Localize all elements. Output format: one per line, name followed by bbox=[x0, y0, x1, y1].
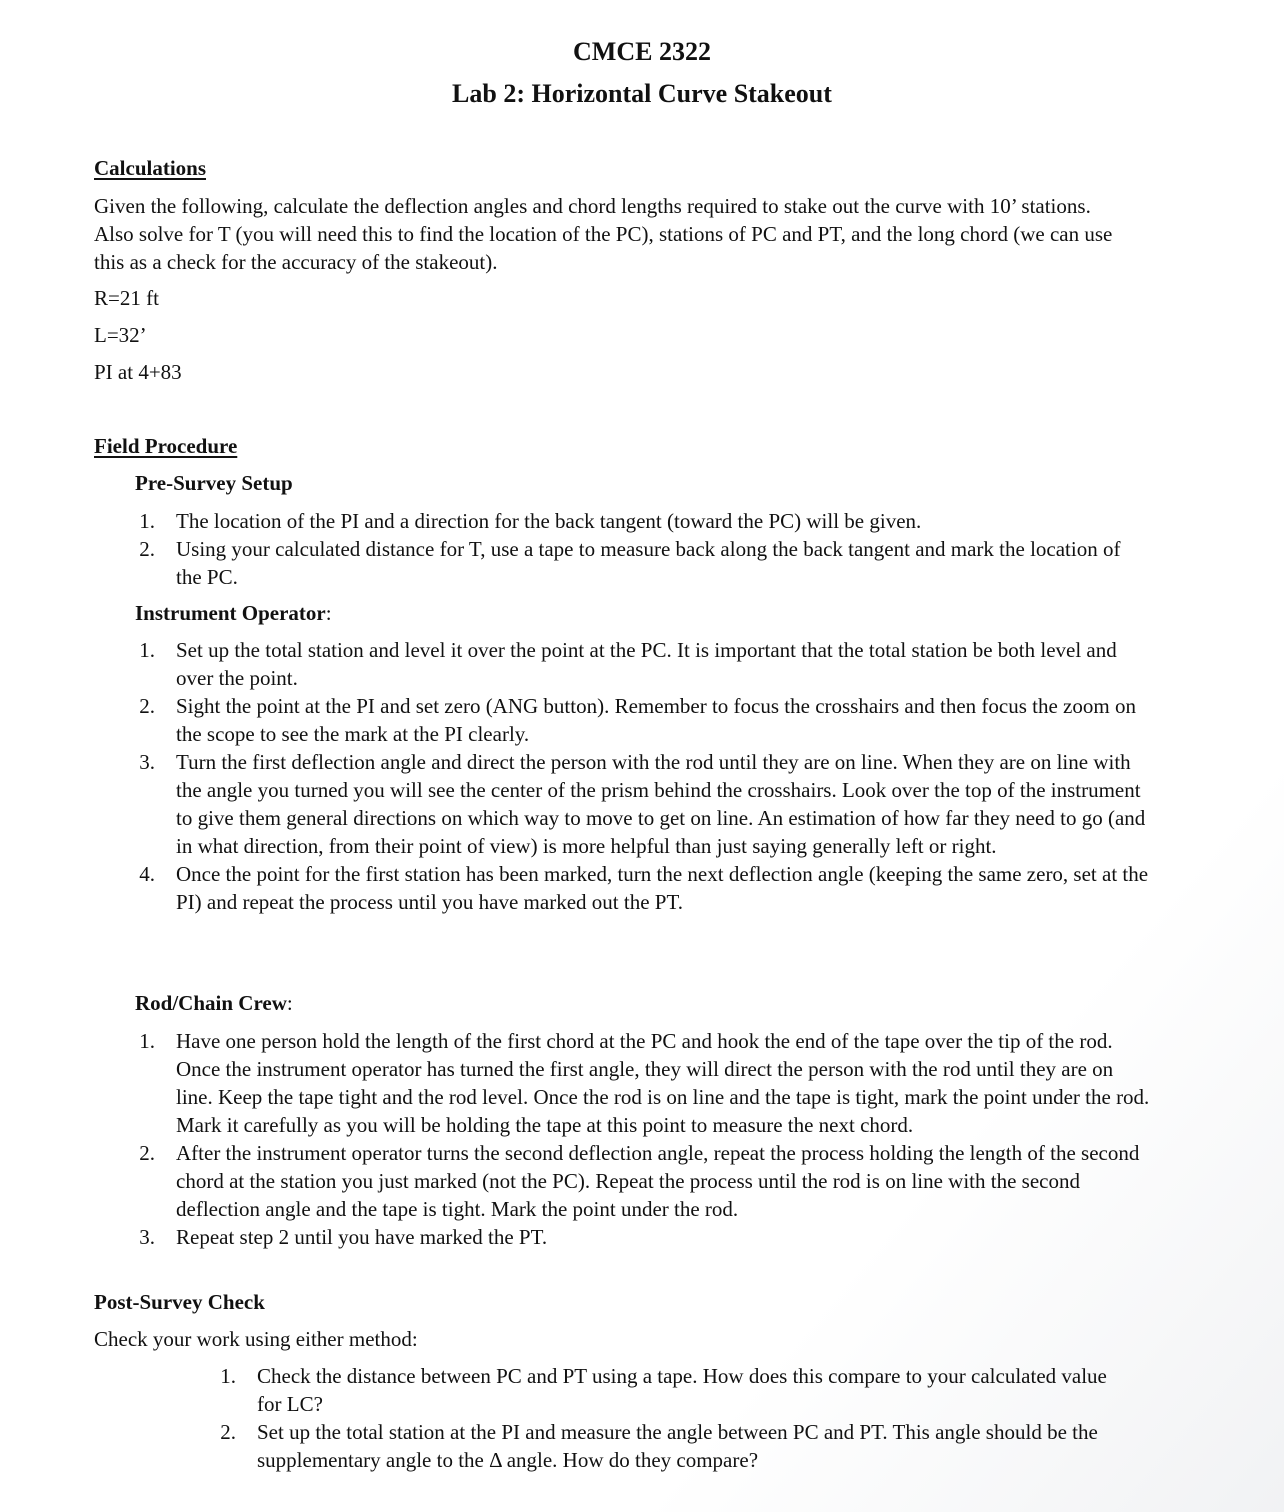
rod-chain-crew-heading-row bbox=[135, 989, 293, 1017]
step-text: Turn the first deflection angle and direct the person with the rod until they are on line. When they are on line with the angle you turned you will see the center of the prism behind the crosshairs. Look over the top of the instrument to give them general directions on which way to move to get on line. An estimation of how far they need to go (and in what direction, from their point of view) is more helpful than just saying generally left or right. bbox=[176, 750, 1146, 858]
step-text: Once the point for the first station has been marked, turn the next deflection angle (keeping the same zero, set at the PI) and repeat the process until you have marked out the PT. bbox=[176, 862, 1149, 914]
list-item bbox=[135, 1223, 1155, 1251]
pre-survey-steps bbox=[135, 507, 1135, 591]
heading-colon: : bbox=[325, 601, 332, 625]
list-item bbox=[135, 692, 1155, 748]
step-text: Check the distance between PC and PT using a tape. How does this compare to your calculated value for LC? bbox=[257, 1364, 1107, 1416]
pre-survey-heading: Pre-Survey Setup bbox=[135, 471, 293, 495]
step-number: 1. bbox=[139, 638, 155, 662]
instrument-operator-heading: Instrument Operator bbox=[135, 601, 326, 625]
step-text: Have one person hold the length of the first chord at the PC and hook the end of the tape over the tip of the rod. Once the instrument operator has turned the first angle, they will direct the person with the rod until they are on line. Keep the tape tight and the rod level. Once the rod is on line and the tape is tight, mark the point under the rod. Mark it carefully as you will be holding the tape at this point to measure the next chord. bbox=[176, 1029, 1150, 1137]
step-text: Set up the total station at the PI and measure the angle between PC and PT. This angle should be the supplementary angle to the Δ angle. How do they compare? bbox=[257, 1420, 1098, 1472]
given-pi-station: PI at 4+83 bbox=[94, 360, 182, 384]
instrument-operator-heading-row bbox=[135, 599, 332, 627]
rod-chain-crew-heading: Rod/Chain Crew bbox=[135, 991, 287, 1015]
lab-title: Lab 2: Horizontal Curve Stakeout bbox=[452, 79, 832, 108]
list-item bbox=[135, 860, 1155, 916]
step-number: 2. bbox=[139, 694, 155, 718]
step-number: 3. bbox=[139, 750, 155, 774]
step-number: 3. bbox=[139, 1225, 155, 1249]
list-item bbox=[135, 1139, 1155, 1223]
course-title: CMCE 2322 bbox=[573, 37, 711, 66]
post-survey-intro: Check your work using either method: bbox=[94, 1327, 418, 1351]
calculations-intro: Given the following, calculate the deflection angles and chord lengths required to stake out the curve with 10’ stations. Also solve for T (you will need this to find the location of the PC), stations of PC and PT, and the long chord (we can use this as a check for the accuracy of the stakeout). bbox=[94, 194, 1113, 274]
list-item bbox=[216, 1362, 1136, 1418]
list-item bbox=[216, 1418, 1136, 1474]
list-item bbox=[135, 535, 1135, 591]
list-item bbox=[135, 1027, 1155, 1139]
step-number: 1. bbox=[139, 1029, 155, 1053]
step-text: Sight the point at the PI and set zero (ANG button). Remember to focus the crosshairs and then focus the zoom on the scope to see the mark at the PI clearly. bbox=[176, 694, 1136, 746]
given-length: L=32’ bbox=[94, 323, 147, 347]
step-number: 2. bbox=[139, 537, 155, 561]
step-number: 1. bbox=[139, 509, 155, 533]
step-number: 1. bbox=[220, 1364, 236, 1388]
list-item bbox=[135, 507, 1135, 535]
post-survey-steps bbox=[216, 1362, 1136, 1474]
given-radius: R=21 ft bbox=[94, 286, 159, 310]
field-procedure-heading: Field Procedure bbox=[94, 434, 238, 458]
step-text: The location of the PI and a direction for the back tangent (toward the PC) will be given. bbox=[176, 509, 922, 533]
step-text: Repeat step 2 until you have marked the PT. bbox=[176, 1225, 548, 1249]
list-item bbox=[135, 748, 1155, 860]
step-text: Set up the total station and level it over the point at the PC. It is important that the total station be both level and over the point. bbox=[176, 638, 1117, 690]
step-text: Using your calculated distance for T, use a tape to measure back along the back tangent and mark the location of the PC. bbox=[176, 537, 1121, 589]
step-number: 2. bbox=[220, 1420, 236, 1444]
step-number: 2. bbox=[139, 1141, 155, 1165]
instrument-operator-steps bbox=[135, 636, 1155, 916]
post-survey-heading: Post-Survey Check bbox=[94, 1290, 265, 1314]
step-number: 4. bbox=[139, 862, 155, 886]
heading-colon: : bbox=[286, 991, 293, 1015]
rod-chain-crew-steps bbox=[135, 1027, 1155, 1251]
calculations-heading: Calculations bbox=[94, 156, 207, 180]
step-text: After the instrument operator turns the second deflection angle, repeat the process holding the length of the second chord at the station you just marked (not the PC). Repeat the process until the rod is on line with the second deflection angle and the tape is tight. Mark the point under the rod. bbox=[176, 1141, 1140, 1221]
list-item bbox=[135, 636, 1155, 692]
